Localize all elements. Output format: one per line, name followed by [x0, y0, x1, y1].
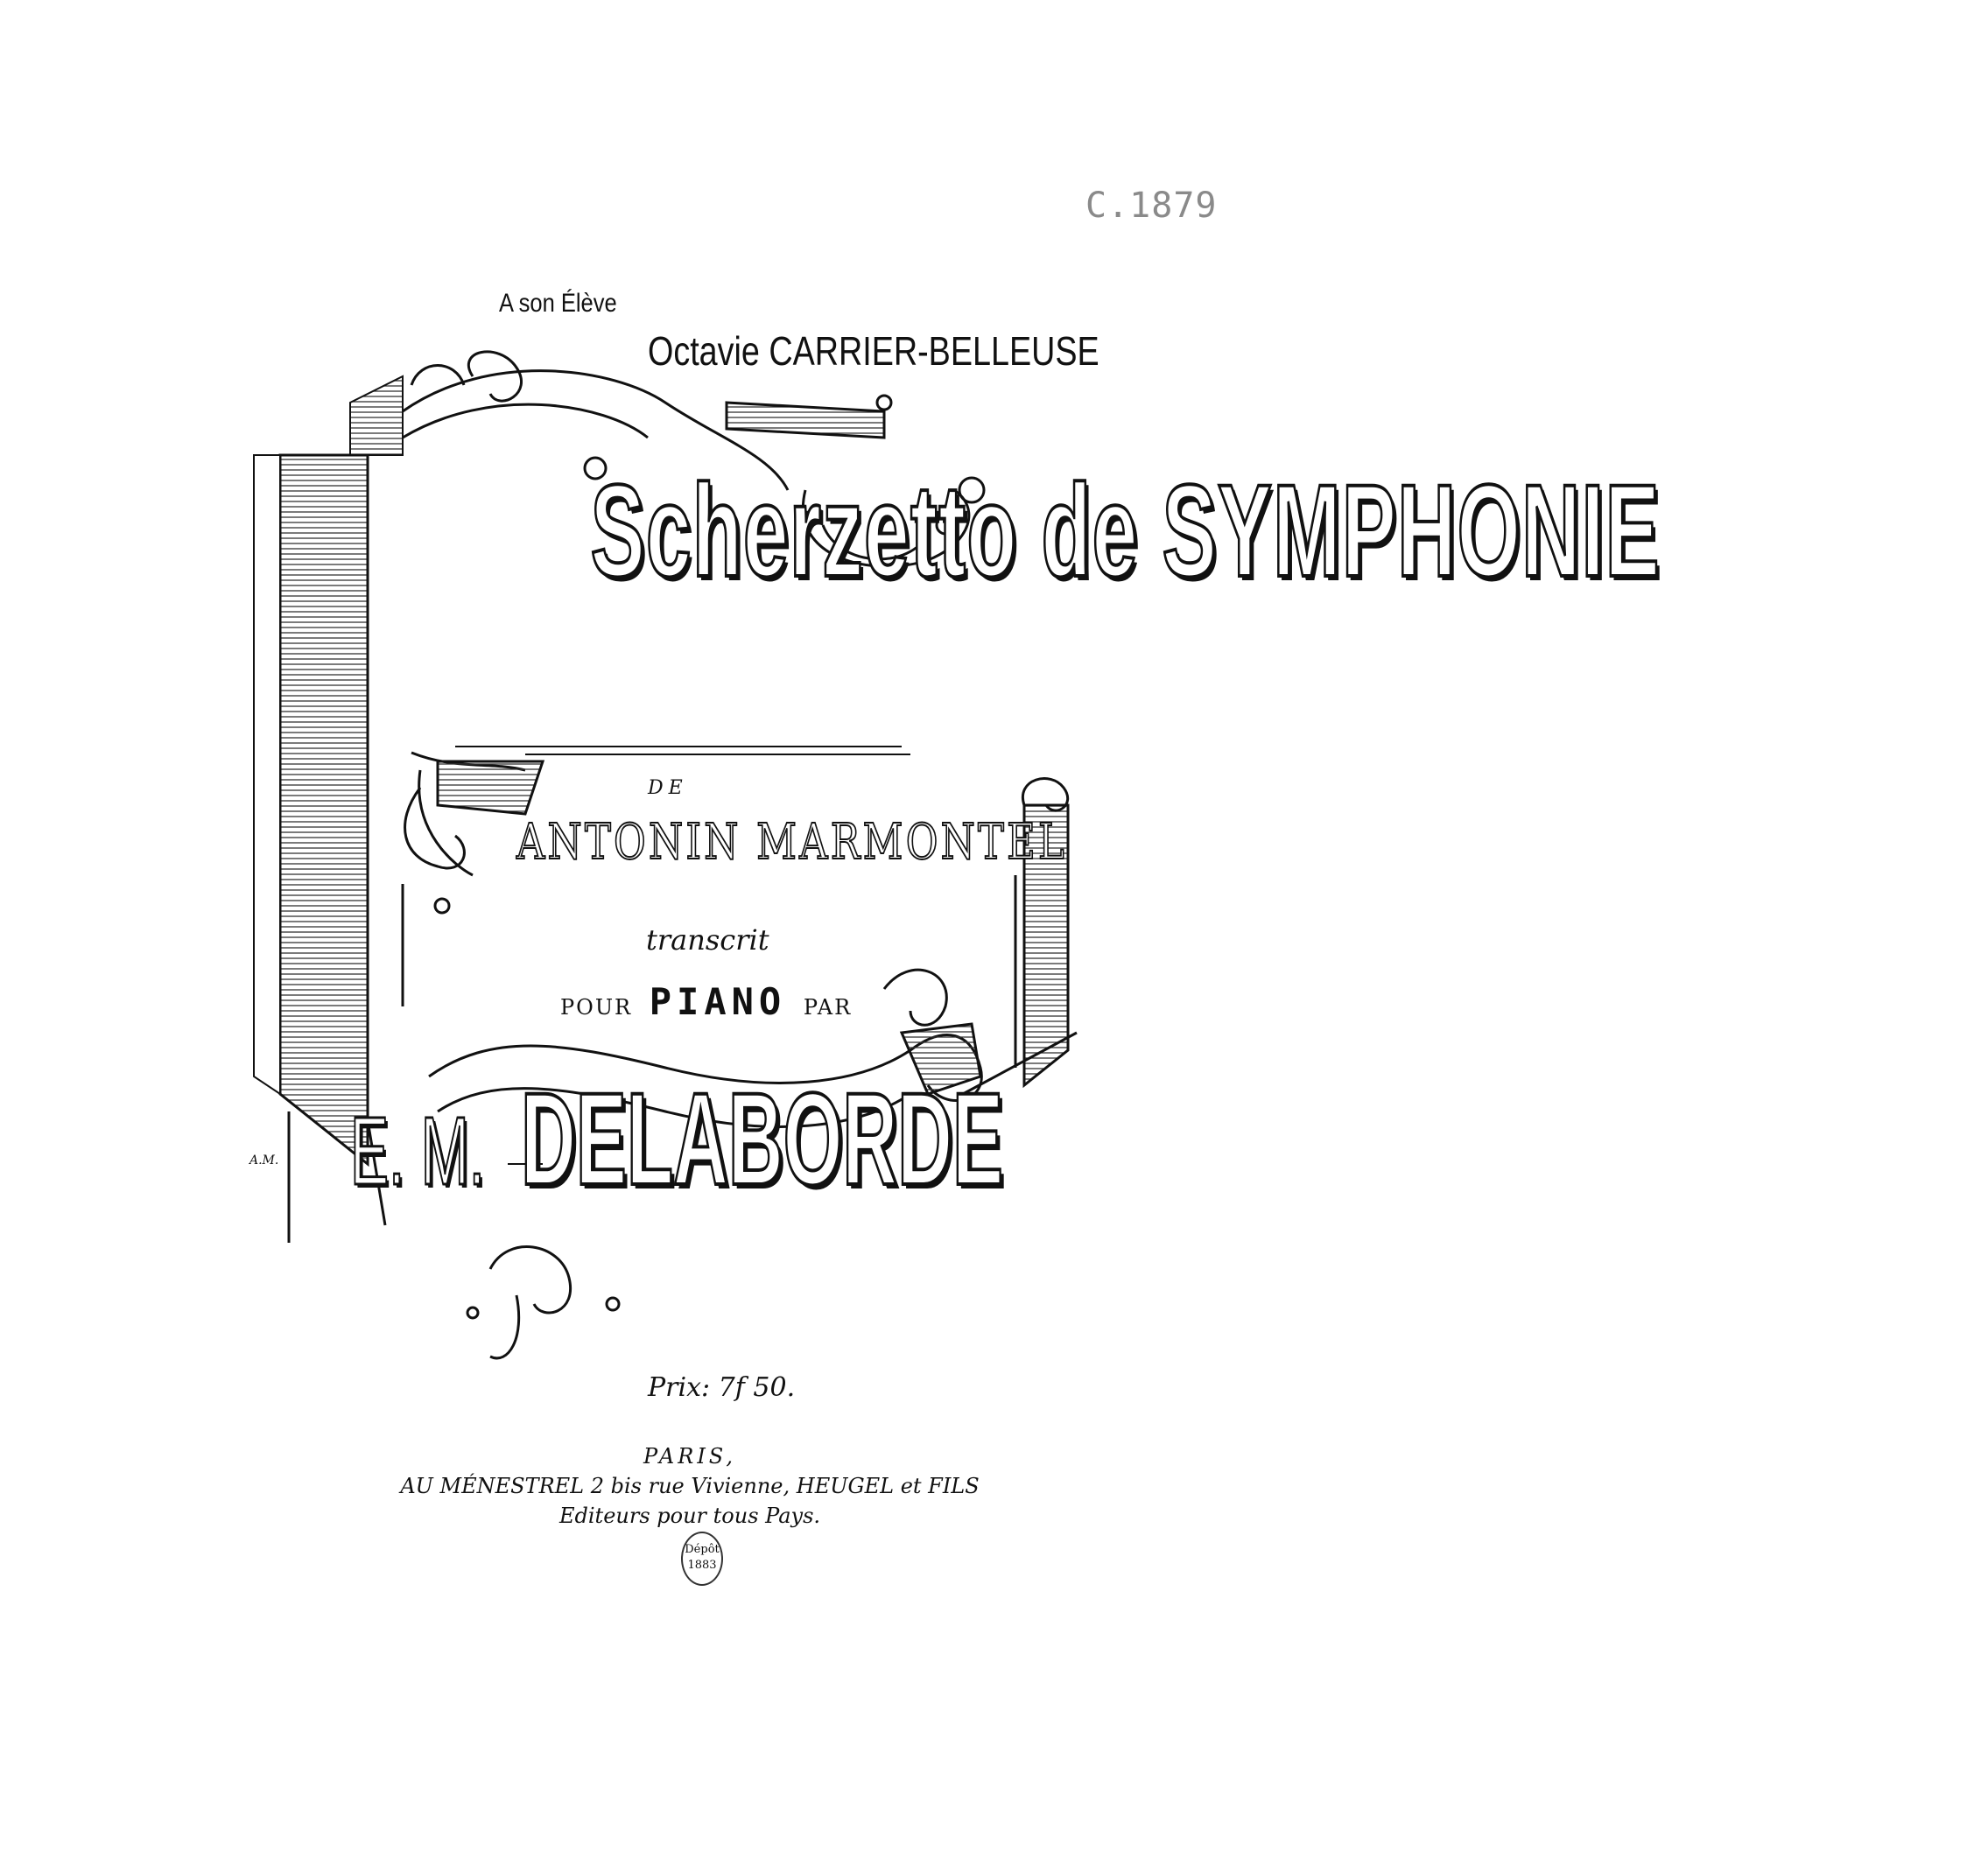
- composer-name: ANTONIN MARMONTEL: [516, 814, 1067, 871]
- publisher-city: PARIS,: [643, 1444, 737, 1469]
- library-stamp: Dépôt 1883: [681, 1532, 723, 1586]
- publisher-address: AU MÉNESTREL 2 bis rue Vivienne, HEUGEL et FILS: [400, 1474, 980, 1498]
- instrument-name: PIANO: [649, 980, 787, 1023]
- work-title: [263, 455, 1661, 606]
- arranger-surname: DELABORDE: [521, 1065, 1004, 1212]
- arranger-name: [350, 1063, 1352, 1215]
- pour-label: POUR: [560, 995, 633, 1020]
- composer-prefix: DE: [648, 777, 688, 799]
- publisher-tagline: Editeurs pour tous Pays.: [558, 1504, 821, 1528]
- arranger-initials: E. M.: [350, 1097, 486, 1205]
- transcrit-label: transcrit: [646, 923, 769, 957]
- par-label: PAR: [803, 995, 853, 1020]
- dedication-line-2: Octavie CARRIER-BELLEUSE: [648, 328, 1099, 374]
- instrument-line: [560, 980, 852, 1023]
- shelfmark: C.1879: [1085, 186, 1218, 226]
- price: Prix: 7f 50.: [648, 1372, 796, 1403]
- engraver-signature: A.M.: [249, 1153, 279, 1167]
- dedication-line-1: A son Élève: [499, 289, 617, 318]
- title-text: Scherzetto de SYMPHONIE: [590, 457, 1661, 604]
